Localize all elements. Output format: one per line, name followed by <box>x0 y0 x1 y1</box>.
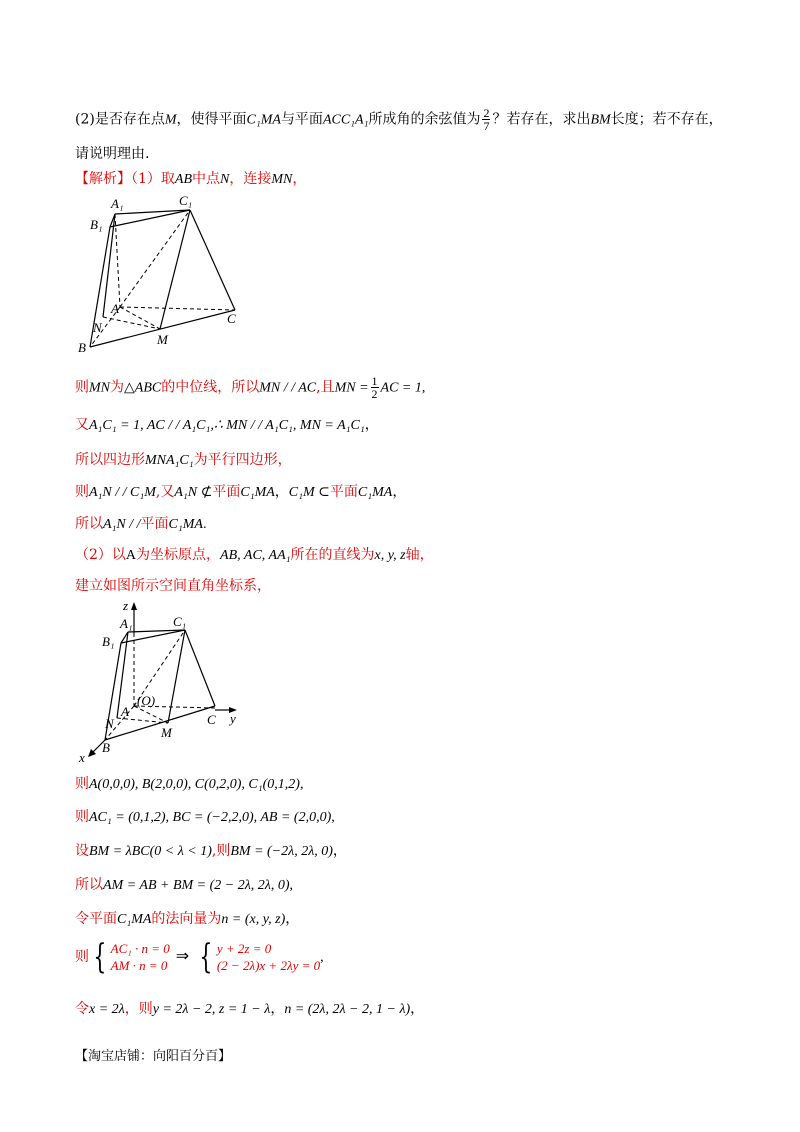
prism-figure-2 <box>75 598 255 766</box>
label-C: C <box>227 311 236 326</box>
prism-figure-1 <box>75 192 255 362</box>
edge-C1M <box>168 630 185 723</box>
label-B: B <box>78 340 86 355</box>
edge-A1A <box>115 214 120 307</box>
label-N: N <box>93 320 102 335</box>
part1-line-3: 所以四边形MNA₁C₁为平行四边形， <box>75 452 292 468</box>
label-C1: C₁ <box>179 193 193 208</box>
label-O: (O) <box>137 693 156 708</box>
left-brace: { <box>93 937 107 977</box>
edge-C1C <box>190 210 235 310</box>
coord-line-7: 令x = 2λ，则y = 2λ − 2, z = 1 − λ，n = (2λ, 2λ − 2, 1 − λ)， <box>75 1001 425 1017</box>
fraction: $\frac{1}{2}$ <box>371 374 378 401</box>
edge-AC1 <box>120 210 190 307</box>
coord-line-1: 则A(0,0,0), B(2,0,0), C(0,2,0), C₁(0,1,2), <box>75 776 304 792</box>
question-2-line-1: (2)是否存在点M，使得平面C₁MA与平面ACC₁A₁所成角的余弦值为 $\frac{2}{7}$ ？若存在，求出BM长度；若不存在， <box>75 106 723 133</box>
label-M: M <box>161 725 172 740</box>
left-brace: { <box>199 937 213 977</box>
label-A1: A₁ <box>120 616 133 631</box>
label-C1: C₁ <box>173 614 187 629</box>
edge-AC <box>120 307 235 310</box>
part1-line-2: 又A₁C₁ = 1, AC / / A₁C₁,∴ MN / / A₁C₁, MN = A₁C₁， <box>75 417 379 433</box>
label-B: B <box>102 740 110 755</box>
z-arrow <box>131 602 137 610</box>
label-M: M <box>157 332 168 347</box>
analysis-line: 【解析】（1）取AB中点N，连接MN， <box>75 171 307 187</box>
coord-line-5: 令平面C₁MA的法向量为n = (x, y, z)， <box>75 911 300 927</box>
part2-line-2: 建立如图所示空间直角坐标系， <box>75 578 271 594</box>
coord-line-3: 设BM = λBC(0 < λ < 1),则BM = (−2λ, 2λ, 0)， <box>75 843 347 859</box>
label-A: A <box>111 301 119 316</box>
part1-line-5: 所以A₁N / /平面C₁MA. <box>75 516 207 532</box>
label-A: A <box>121 704 129 719</box>
part1-line-4: 则A₁N / / C₁M,又A₁N ⊄平面C₁MA，C₁M ⊂平面C₁MA， <box>75 484 407 500</box>
label-A1: A₁ <box>111 196 124 211</box>
normal-vector-system: 则 { AC₁ · n = 0 AM · n = 0 ⇒ { y + 2z = 0 (2 − 2λ)x + 2λy = 0 , <box>75 937 324 977</box>
coord-line-2: 则AC₁ = (0,1,2), BC = (−2,2,0), AB = (2,0,0), <box>75 809 335 825</box>
label-B1: B₁ <box>90 217 103 232</box>
part2-line-1: （2）以A为坐标原点，AB, AC, AA₁所在的直线为x, y, z轴， <box>75 547 434 563</box>
coord-line-4: 所以AM = AB + BM = (2 − 2λ, 2λ, 0), <box>75 877 294 893</box>
part1-line-1: 则MN为△ABC的中位线，所以MN / / AC,且MN = $\frac{1}{2}$ AC = 1, <box>75 374 426 401</box>
edge-NM <box>103 317 160 329</box>
edge-C1C <box>185 630 215 706</box>
label-z: z <box>123 598 129 613</box>
label-x: x <box>79 750 85 765</box>
label-N: N <box>105 716 114 731</box>
fraction: $\frac{2}{7}$ <box>483 106 490 133</box>
edge-AM <box>120 307 160 329</box>
label-C: C <box>207 712 216 727</box>
label-B1: B₁ <box>102 634 115 649</box>
label-y: y <box>230 711 236 726</box>
footer-shop-label: 【淘宝店铺：向阳百分百】 <box>75 1049 232 1064</box>
question-2-line-2: 请说明理由. <box>75 146 150 162</box>
edge-C1M <box>160 210 190 329</box>
